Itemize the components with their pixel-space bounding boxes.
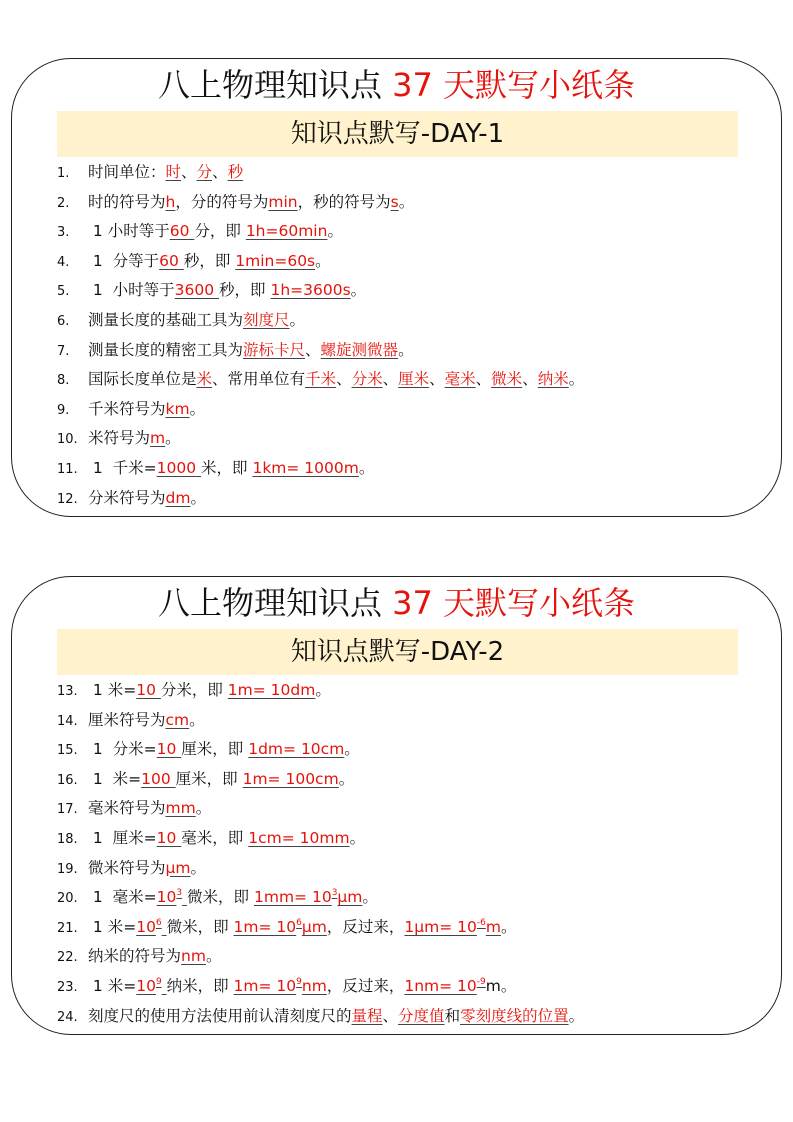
question-text: 厘米，即 bbox=[175, 769, 243, 788]
answer-text: 1m= 10 bbox=[233, 977, 297, 995]
answer-text: 3 bbox=[176, 888, 183, 899]
answer-text: 10 bbox=[156, 740, 182, 759]
answer-text: h bbox=[165, 192, 176, 211]
question-text: 。 bbox=[344, 740, 360, 759]
list-item bbox=[57, 276, 366, 305]
item-number: 16. bbox=[57, 772, 78, 788]
list-item bbox=[57, 365, 584, 394]
answer-text: 10 bbox=[156, 829, 182, 847]
answer-text: 10 bbox=[156, 888, 177, 907]
list-item bbox=[57, 247, 331, 276]
question-text: 1 分米= bbox=[88, 740, 157, 759]
answer-text: min bbox=[268, 192, 298, 211]
question-text: 厘米符号为 bbox=[88, 710, 166, 729]
item-number: 11. bbox=[57, 462, 78, 477]
question-text: 秒，即 bbox=[183, 251, 236, 270]
item-number: 24. bbox=[57, 1009, 78, 1025]
question-text: 厘米，即 bbox=[181, 740, 249, 759]
question-text: ，秒的符号为 bbox=[297, 192, 391, 211]
question-text: 、 bbox=[475, 370, 492, 389]
answer-text: 微米 bbox=[491, 370, 523, 389]
question-text: 分米，即 bbox=[160, 681, 228, 699]
list-item bbox=[57, 158, 243, 187]
answer-text: 1mm= 10 bbox=[253, 888, 332, 907]
question-text: 测量长度的基础工具为 bbox=[88, 311, 244, 329]
item-number: 21. bbox=[57, 920, 78, 936]
card-day-2 bbox=[11, 576, 782, 1035]
question-text: 1 米= bbox=[88, 681, 137, 699]
question-text: 1 米= bbox=[88, 917, 137, 936]
list-item bbox=[57, 676, 331, 705]
question-text: 、 bbox=[522, 370, 538, 389]
item-number: 7. bbox=[57, 343, 70, 359]
title-red: 37 天默写小纸条 bbox=[392, 584, 636, 622]
question-text: 秒，即 bbox=[219, 281, 271, 300]
question-text: 1 小时等于 bbox=[88, 281, 175, 300]
answer-text: 60 bbox=[159, 251, 184, 270]
answer-text: s bbox=[390, 192, 399, 211]
answer-text: 千米 bbox=[305, 370, 337, 389]
question-text: 微米，即 bbox=[166, 917, 234, 936]
answer-text: m bbox=[150, 429, 166, 448]
answer-text: 零刻度线的位置 bbox=[460, 1006, 569, 1025]
item-number: 20. bbox=[57, 891, 78, 907]
list-item bbox=[57, 942, 221, 971]
question-text: 纳米的符号为 bbox=[88, 947, 182, 966]
answer-text: 米 bbox=[196, 370, 213, 389]
list-item bbox=[57, 484, 206, 513]
item-number: 1. bbox=[57, 166, 70, 181]
question-text: 。 bbox=[568, 1006, 585, 1025]
answer-text: 9 bbox=[296, 977, 302, 987]
list-item bbox=[57, 765, 354, 794]
answer-text: 1h=60min bbox=[245, 222, 328, 241]
item-number: 2. bbox=[57, 195, 70, 211]
item-number: 17. bbox=[57, 802, 78, 818]
question-text: 。 bbox=[358, 459, 375, 477]
answer-text: 1m= 10 bbox=[233, 917, 297, 936]
question-text: 。 bbox=[315, 681, 331, 699]
list-item bbox=[57, 913, 516, 942]
list-item bbox=[57, 306, 305, 335]
question-text: 微米，即 bbox=[187, 888, 254, 907]
title-black: 八上物理知识点 bbox=[157, 584, 382, 622]
answer-text: -6 bbox=[476, 917, 486, 928]
question-text: 1 厘米= bbox=[88, 829, 157, 847]
question-text: 1 米= bbox=[88, 769, 142, 788]
answer-text: 1m= 10dm bbox=[227, 681, 316, 699]
item-number: 13. bbox=[57, 684, 78, 699]
question-text: 。 bbox=[362, 888, 378, 907]
question-text: ，反过来， bbox=[326, 917, 405, 936]
answer-text: 1min=60s bbox=[235, 251, 316, 270]
question-text: 米，即 bbox=[201, 459, 253, 477]
question-text: 米符号为 bbox=[88, 429, 151, 448]
question-text: 1 米= bbox=[88, 977, 137, 995]
answer-text: dm bbox=[165, 488, 191, 507]
answer-text: 6 bbox=[296, 917, 302, 928]
answer-text: μm bbox=[165, 858, 191, 877]
answer-text: 厘米 bbox=[398, 370, 430, 389]
question-text: 、 bbox=[305, 340, 321, 359]
question-text: 毫米，即 bbox=[181, 829, 249, 847]
item-number: 6. bbox=[57, 314, 70, 329]
answer-text: 游标卡尺 bbox=[243, 340, 306, 359]
answer-text: 量程 bbox=[351, 1006, 383, 1025]
list-item bbox=[57, 824, 365, 853]
question-text: ，反过来， bbox=[326, 977, 405, 995]
question-text: 。 bbox=[190, 488, 206, 507]
answer-text: 分 bbox=[196, 163, 213, 181]
question-text: 。 bbox=[568, 370, 585, 389]
answer-text: -9 bbox=[476, 977, 486, 987]
question-text: 。 bbox=[350, 281, 367, 300]
answer-text: 1m= 100cm bbox=[242, 769, 339, 788]
answer-text: mm bbox=[165, 799, 196, 818]
question-text: 、 bbox=[181, 163, 197, 181]
answer-text: 1km= 1000m bbox=[252, 459, 359, 477]
question-text: 1 小时等于 bbox=[88, 222, 170, 241]
question-text: 。 bbox=[189, 710, 205, 729]
question-text: 1 毫米= bbox=[88, 888, 157, 907]
question-text: 。 bbox=[205, 947, 222, 966]
card-title bbox=[12, 581, 781, 625]
question-text: 、 bbox=[212, 163, 228, 181]
item-number: 5. bbox=[57, 284, 70, 300]
question-text: 。 bbox=[349, 829, 366, 847]
list-item bbox=[57, 794, 211, 823]
answer-text: 1000 bbox=[156, 459, 202, 477]
question-text: 。 bbox=[189, 399, 206, 418]
answer-text: 纳米 bbox=[537, 370, 569, 389]
list-item bbox=[57, 735, 360, 764]
question-text: 、 bbox=[382, 370, 399, 389]
question-text: 。 bbox=[190, 858, 206, 877]
answer-text: 3 bbox=[331, 888, 338, 899]
list-item bbox=[57, 188, 414, 217]
card-title bbox=[12, 63, 781, 107]
answer-text: 6 bbox=[155, 917, 162, 928]
question-text: 。 bbox=[289, 311, 306, 329]
answer-text: 10 bbox=[136, 917, 156, 936]
answer-text: 60 bbox=[169, 222, 195, 241]
answer-text: 1nm= 10 bbox=[404, 977, 477, 995]
question-text: 。 bbox=[195, 799, 212, 818]
answer-text: 100 bbox=[141, 769, 176, 788]
title-black: 八上物理知识点 bbox=[157, 66, 382, 104]
answer-text: 1h=3600s bbox=[270, 281, 351, 300]
item-number: 4. bbox=[57, 254, 70, 270]
question-text: 和 bbox=[444, 1006, 461, 1025]
list-item bbox=[57, 883, 378, 912]
item-number: 19. bbox=[57, 861, 78, 877]
answer-text: 分米 bbox=[351, 370, 383, 389]
answer-text: μm bbox=[301, 917, 327, 936]
list-item bbox=[57, 706, 205, 735]
question-text: 。 bbox=[500, 917, 517, 936]
question-text: 、 bbox=[336, 370, 352, 389]
question-text: 。 bbox=[398, 192, 415, 211]
item-number: 9. bbox=[57, 402, 70, 418]
answer-text: nm bbox=[301, 977, 327, 995]
answer-text: 时 bbox=[165, 163, 182, 181]
answer-text: km bbox=[165, 399, 190, 418]
question-text: 时间单位： bbox=[88, 163, 166, 181]
question-text: 纳米，即 bbox=[166, 977, 234, 995]
item-number: 22. bbox=[57, 950, 78, 966]
answer-text: cm bbox=[165, 710, 190, 729]
list-item bbox=[57, 454, 374, 483]
answer-text: 9 bbox=[155, 977, 162, 987]
answer-text: nm bbox=[181, 947, 206, 966]
list-item bbox=[57, 395, 205, 424]
answer-text: 刻度尺 bbox=[243, 311, 290, 329]
item-number: 3. bbox=[57, 225, 70, 241]
question-text: 微米符号为 bbox=[88, 858, 166, 877]
day-label-bar: 知识点默写-DAY-1 bbox=[57, 111, 738, 157]
question-text: 、常用单位有 bbox=[212, 370, 306, 389]
item-number: 8. bbox=[57, 373, 70, 389]
question-text: 1 分等于 bbox=[88, 251, 160, 270]
question-text: 时的符号为 bbox=[88, 192, 166, 211]
answer-text: 毫米 bbox=[444, 370, 476, 389]
question-text: 。 bbox=[398, 340, 414, 359]
title-red: 37 天默写小纸条 bbox=[392, 66, 636, 104]
question-text: ，分的符号为 bbox=[175, 192, 269, 211]
question-text: 、 bbox=[429, 370, 445, 389]
answer-text: 秒 bbox=[227, 163, 244, 181]
answer-text: 1μm= 10 bbox=[404, 917, 477, 936]
card-day-1 bbox=[11, 58, 782, 517]
answer-text: 1dm= 10cm bbox=[248, 740, 345, 759]
list-item bbox=[57, 336, 414, 365]
item-number: 10. bbox=[57, 432, 78, 448]
day-label-bar: 知识点默写-DAY-2 bbox=[57, 629, 738, 675]
answer-text: 1cm= 10mm bbox=[248, 829, 350, 847]
question-text: 毫米符号为 bbox=[88, 799, 166, 818]
question-text: 分，即 bbox=[194, 222, 246, 241]
list-item bbox=[57, 424, 181, 453]
question-text: 测量长度的精密工具为 bbox=[88, 340, 244, 359]
answer-text: μm bbox=[337, 888, 363, 907]
answer-text: 3600 bbox=[174, 281, 220, 300]
list-item bbox=[57, 1002, 584, 1031]
question-text: 。 bbox=[165, 429, 181, 448]
answer-text: 10 bbox=[136, 977, 156, 995]
question-text: 千米符号为 bbox=[88, 399, 166, 418]
question-text: 、 bbox=[382, 1006, 399, 1025]
answer-text: m bbox=[485, 917, 501, 936]
question-text: 。 bbox=[338, 769, 355, 788]
answer-text: 螺旋测微器 bbox=[320, 340, 399, 359]
answer-text: 分度值 bbox=[398, 1006, 445, 1025]
list-item bbox=[57, 217, 343, 246]
question-text: 1 千米= bbox=[88, 459, 157, 477]
question-text: 。 bbox=[327, 222, 343, 241]
item-number: 18. bbox=[57, 832, 78, 847]
question-text: m。 bbox=[485, 977, 517, 995]
item-number: 12. bbox=[57, 491, 78, 507]
item-number: 14. bbox=[57, 713, 78, 729]
question-text: 。 bbox=[315, 251, 331, 270]
question-text: 刻度尺的使用方法使用前认清刻度尺的 bbox=[88, 1006, 352, 1025]
list-item bbox=[57, 854, 206, 883]
list-item bbox=[57, 972, 516, 1001]
question-text: 分米符号为 bbox=[88, 488, 166, 507]
question-text: 国际长度单位是 bbox=[88, 370, 197, 389]
item-number: 23. bbox=[57, 980, 78, 995]
answer-text: 10 bbox=[136, 681, 161, 699]
item-number: 15. bbox=[57, 743, 78, 759]
